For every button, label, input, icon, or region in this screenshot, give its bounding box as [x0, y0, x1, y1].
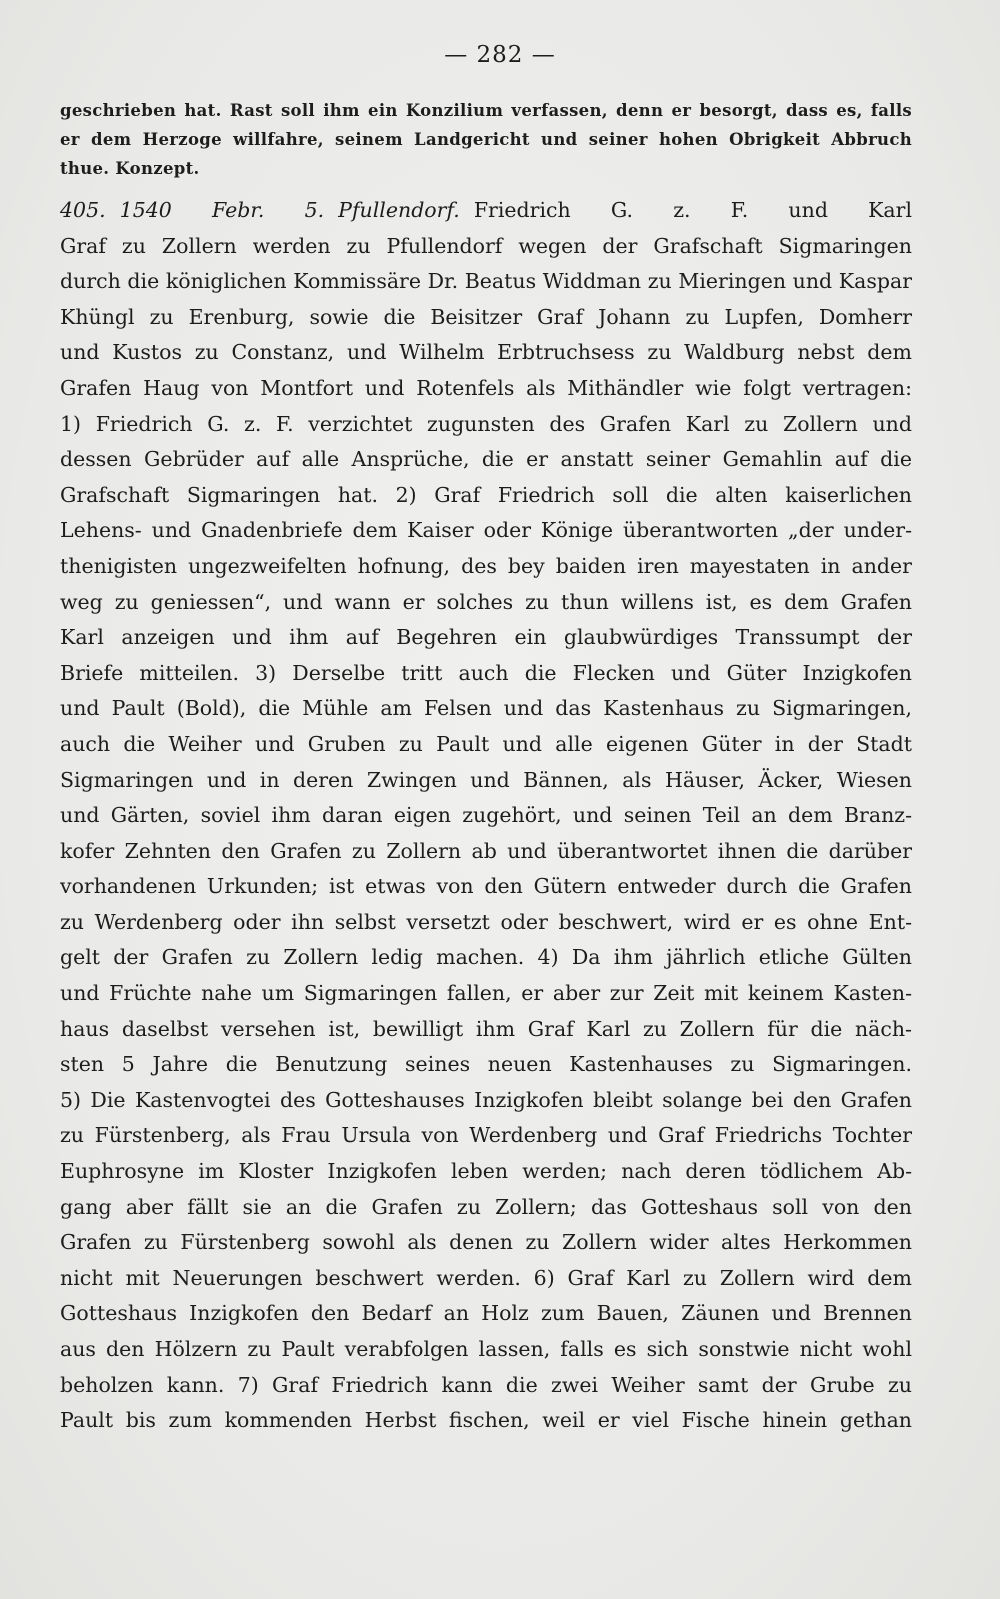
text-line: 5) Die Kastenvogtei des Gotteshauses Inzigkofen bleibt solange bei den Grafen	[60, 1087, 912, 1112]
text-line: 1) Friedrich G. z. F. verzichtet zugunsten des Grafen Karl zu Zollern und	[60, 411, 912, 436]
text-line: Briefe mitteilen. 3) Derselbe tritt auch die Flecken und Güter Inzigkofen	[60, 660, 912, 685]
text-line: dessen Gebrüder auf alle Ansprüche, die er anstatt seiner Gemahlin auf die	[60, 447, 912, 472]
text-line: haus daselbst versehen ist, bewilligt ihm Graf Karl zu Zollern für die näch-	[60, 1016, 912, 1041]
text-line: durch die königlichen Kommissäre Dr. Beatus Widdman zu Mieringen und Kaspar	[60, 269, 912, 294]
text-line: Graf zu Zollern werden zu Pfullendorf wegen der Grafschaft Sigmaringen	[60, 233, 912, 258]
text-line: gang aber fällt sie an die Grafen zu Zollern; das Gotteshaus soll von den	[60, 1194, 912, 1219]
intro-line: geschrieben hat. Rast soll ihm ein Konzilium verfassen, denn er besorgt, dass es, falls	[60, 101, 912, 120]
text-line: weg zu geniessen“, und wann er solches zu thun willens ist, es dem Grafen	[60, 589, 912, 614]
entry-number: 405.	[60, 198, 106, 222]
text-line: Gotteshaus Inzigkofen den Bedarf an Holz zum Bauen, Zäunen und Brennen	[60, 1301, 912, 1326]
text-line: Grafen Haug von Montfort und Rotenfels als Mithändler wie folgt vertragen:	[60, 375, 912, 400]
text-line: Lehens- und Gnadenbriefe dem Kaiser oder Könige überantworten „der under-	[60, 518, 912, 543]
entry-date: 1540 Febr. 5.	[119, 198, 325, 222]
text-line: Khüngl zu Erenburg, sowie die Beisitzer Graf Johann zu Lupfen, Domherr	[60, 304, 912, 329]
text-line: Grafschaft Sigmaringen hat. 2) Graf Friedrich soll die alten kaiserlichen	[60, 482, 912, 507]
text-line: sten 5 Jahre die Benutzung seines neuen Kastenhauses zu Sigmaringen.	[60, 1052, 912, 1077]
text-line: kofer Zehnten den Grafen zu Zollern ab und überantwortet ihnen die darüber	[60, 838, 912, 863]
text-line: vorhandenen Urkunden; ist etwas von den Gütern entweder durch die Grafen	[60, 874, 912, 899]
text-line: Euphrosyne im Kloster Inzigkofen leben werden; nach deren tödlichem Ab-	[60, 1159, 912, 1184]
entry-place: Pfullendorf.	[338, 198, 460, 222]
text-line: Sigmaringen und in deren Zwingen und Bännen, als Häuser, Äcker, Wiesen	[60, 767, 912, 792]
page-number: — 282 —	[444, 42, 556, 68]
text-line: zu Fürstenberg, als Frau Ursula von Werdenberg und Graf Friedrichs Tochter	[60, 1123, 912, 1148]
text-line: gelt der Grafen zu Zollern ledig machen. 4) Da ihm jährlich etliche Gülten	[60, 945, 912, 970]
text-line: und Kustos zu Constanz, und Wilhelm Erbtruchsess zu Waldburg nebst dem	[60, 340, 912, 365]
text-line: und Gärten, soviel ihm daran eigen zugehört, und seinen Teil an dem Branz-	[60, 803, 912, 828]
text-body	[60, 96, 912, 1439]
text-line: Grafen zu Fürstenberg sowohl als denen zu Zollern wider altes Herkommen	[60, 1230, 912, 1255]
text-line: Pault bis zum kommenden Herbst fischen, weil er viel Fische hinein gethan	[60, 1408, 912, 1433]
text-line: beholzen kann. 7) Graf Friedrich kann die zwei Weiher samt der Grube zu	[60, 1372, 912, 1397]
text-line: aus den Hölzern zu Pault verabfolgen lassen, falls es sich sonstwie nicht wohl	[60, 1337, 912, 1361]
text-line: auch die Weiher und Gruben zu Pault und alle eigenen Güter in der Stadt	[60, 731, 912, 756]
text-line: thenigisten ungezweifelten hofnung, des bey baiden iren mayestaten in ander	[60, 553, 912, 578]
text-line: und Pault (Bold), die Mühle am Felsen und das Kastenhaus zu Sigmaringen,	[60, 696, 912, 721]
text-line: zu Werdenberg oder ihn selbst versetzt oder beschwert, wird er es ohne Ent-	[60, 909, 912, 934]
entry-heading-line	[60, 193, 912, 229]
entry-first-line-text: Friedrich G. z. F. und Karl	[473, 198, 912, 222]
text-line: Karl anzeigen und ihm auf Begehren ein glaubwürdiges Transsumpt der	[60, 625, 912, 650]
text-line: nicht mit Neuerungen beschwert werden. 6) Graf Karl zu Zollern wird dem	[60, 1265, 912, 1290]
intro-line: er dem Herzoge willfahre, seinem Landgericht und seiner hohen Obrigkeit Abbruch	[60, 130, 912, 149]
text-line: und Früchte nahe um Sigmaringen fallen, er aber zur Zeit mit keinem Kasten-	[60, 981, 912, 1006]
intro-line: thue. Konzept.	[60, 159, 200, 178]
